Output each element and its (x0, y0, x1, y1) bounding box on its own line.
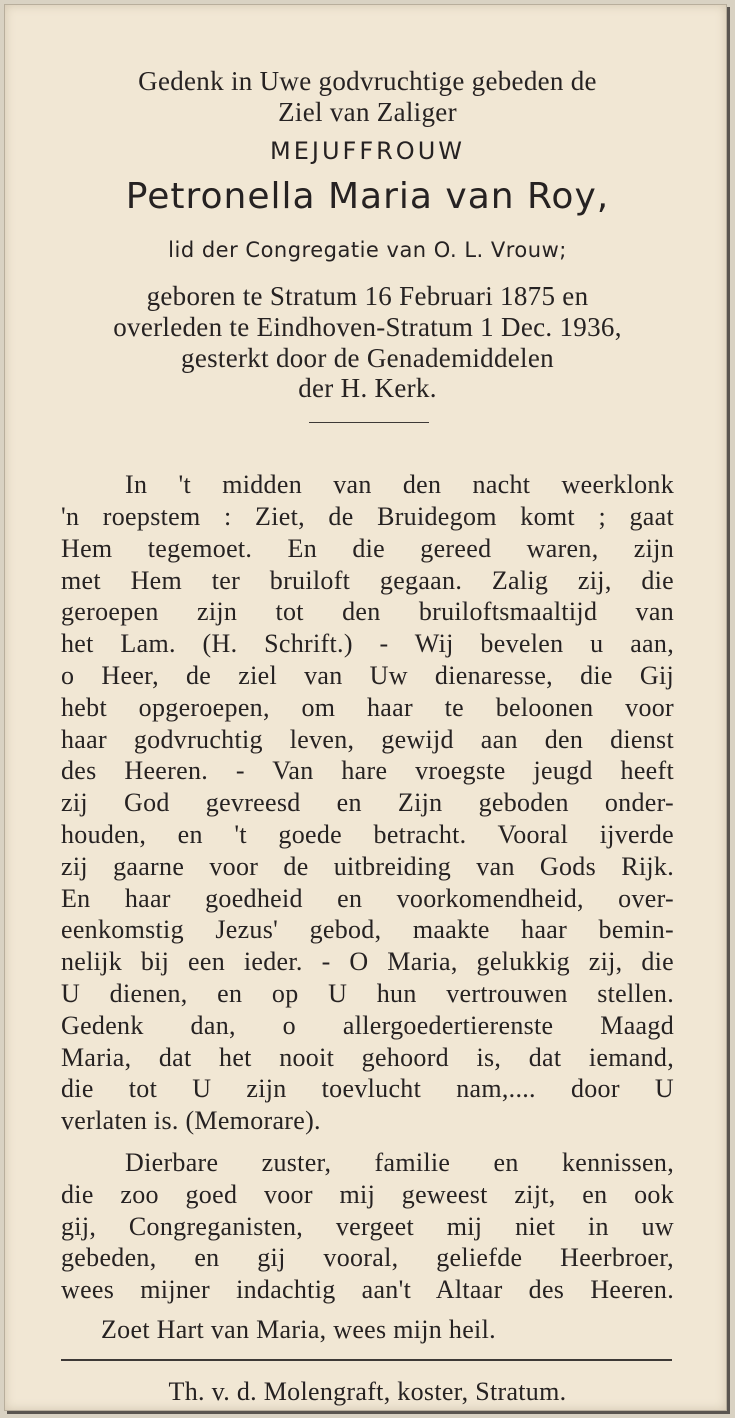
closing-prayer: Zoet Hart van Maria, wees mijn heil. (101, 1315, 496, 1344)
text-line: En haar goedheid en voorkomendheid, over- (61, 884, 674, 913)
farewell-line: gebeden, en gij vooral, geliefde Heerbroer, (61, 1243, 674, 1272)
text-line: nelijk bij een ieder. - O Maria, gelukkig zij, die (61, 947, 674, 976)
text-line: houden, en 't goede betracht. Vooral ijverde (61, 820, 674, 849)
footer-rule (61, 1359, 672, 1361)
text-line: haar godvruchtig leven, gewijd aan den dienst (61, 725, 674, 754)
death-line: overleden te Eindhoven-Stratum 1 Dec. 1936, (113, 312, 622, 342)
text-line: Gedenk dan, o allergoedertierenste Maagd (61, 1011, 674, 1040)
text-line: In 't midden van den nacht weerklonk (125, 470, 674, 499)
sacraments-line-2: der H. Kerk. (298, 373, 437, 403)
sacraments-line-1: gesterkt door de Genademiddelen (181, 343, 554, 373)
text-line: eenkomstig Jezus' gebod, maakte haar bemin- (61, 915, 674, 944)
farewell-line: gij, Congreganisten, vergeet mij niet in uw (61, 1212, 674, 1241)
text-line: die tot U zijn toevlucht nam,.... door U (61, 1074, 674, 1103)
text-line: Hem tegemoet. En die gereed waren, zijn (61, 534, 674, 563)
farewell-line: wees mijner indachtig aan't Altaar des Heeren. (61, 1275, 674, 1304)
text-line: 'n roepstem : Ziet, de Bruidegom komt ; gaat (61, 502, 674, 531)
text-line: het Lam. (H. Schrift.) - Wij bevelen u aan, (61, 629, 674, 658)
text-line: Maria, dat het nooit gehoord is, dat iemand, (61, 1043, 674, 1072)
farewell-line: Dierbare zuster, familie en kennissen, (125, 1148, 674, 1177)
birth-line: geboren te Stratum 16 Februari 1875 en (146, 281, 589, 311)
text-line: des Heeren. - Van hare vroegste jeugd heeft (61, 756, 674, 785)
text-line: zij God gevreesd en Zijn geboden onder- (61, 788, 674, 817)
farewell-line: die zoo goed voor mij geweest zijt, en ook (61, 1180, 674, 1209)
invocation-line-1: Gedenk in Uwe godvruchtige gebeden de (138, 66, 597, 96)
text-line: o Heer, de ziel van Uw dienaresse, die Gij (61, 661, 674, 690)
divider (309, 422, 429, 423)
text-line: geroepen zijn tot den bruiloftsmaaltijd van (61, 597, 674, 626)
memorial-card (4, 4, 727, 1411)
invocation-line-2: Ziel van Zaliger (278, 97, 457, 127)
text-line: met Hem ter bruiloft gegaan. Zalig zij, die (61, 566, 674, 595)
text-line: hebt opgeroepen, om haar te beloonen voor (61, 693, 674, 722)
title: MEJUFFROUW (270, 137, 465, 165)
printer-credit: Th. v. d. Molengraft, koster, Stratum. (168, 1377, 567, 1406)
text-line: zij gaarne voor de uitbreiding van Gods Rijk. (61, 852, 674, 881)
text-line: verlaten is. (Memorare). (61, 1106, 321, 1135)
text-line: U dienen, en op U hun vertrouwen stellen. (61, 979, 674, 1008)
membership: lid der Congregatie van O. L. Vrouw; (168, 238, 567, 262)
deceased-name: Petronella Maria van Roy, (125, 176, 610, 217)
